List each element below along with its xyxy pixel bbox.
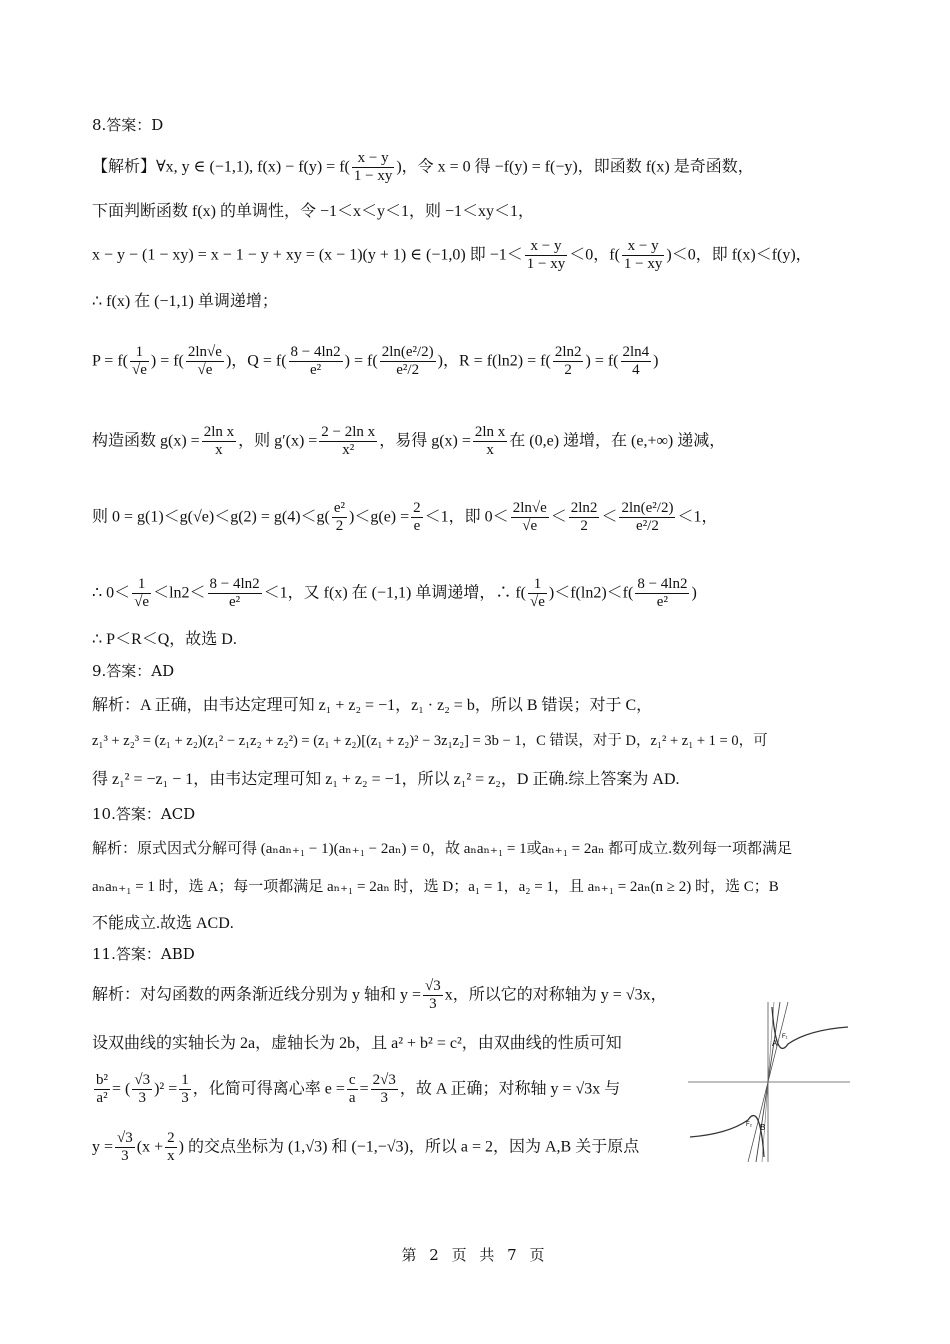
label-b: B [760,1123,766,1132]
q8-line-4: ∴ f(x) 在 (−1,1) 单调递增； [92,293,278,310]
q8-line-7: 则 0 = g(1)＜g(√e)＜g(2) = g(4)＜g( $\frac{\text{e²}}{2}$ )＜g(e) = $\frac{2}{e}$ ＜1，即 0＜ $\frac{2\ln√e}{√e}$ ＜ $\frac{2\ln 2}{2}$ ＜ $\frac{\text{2ln(e²/2)}}{\text{e²/2}}$ ＜1， [92,500,718,535]
q10-line-1: 解析：原式因式分解可得 (aₙaₙ₊₁ − 1)(aₙ₊₁ − 2aₙ) = 0，故 aₙaₙ₊₁ = 1或aₙ₊₁ = 2aₙ 都可成立.数列每一项都满足 [92,841,793,857]
label-f2: F₂ [746,1122,752,1128]
curve-lower [690,1116,764,1157]
q8-line-1: 【解析】∀x, y ∈ (−1,1), f(x) − f(y) = f( $\frac{x - y}{1 - xy}$ )，令 x = 0 得 −f(y) = f(−y)，即函数 f(x) 是奇函数， [92,150,754,185]
label-f1: F₁ [782,1034,788,1040]
hyperbola-figure [688,1002,850,1162]
q8-line-5: P = f( $\frac{1}{√e}$ ) = f( $\frac{2\ln√e}{√e}$ )，Q = f( $\frac{8 - 4\ln 2}{\text{e²}}$ ) = f( $\frac{\text{2ln(e²/2)}}{\text{e²/2}}$ )，R = f(ln2) = f( $\frac{2\ln 2}{2}$ ) = f( $\frac{2\ln 4}{4}$ ) [92,344,659,379]
answer-9: 9.答案：AD [92,662,175,680]
q11-line-2: 设双曲线的实轴长为 2a，虚轴长为 2b，且 a² + b² = c²，由双曲线的性质可知 [92,1035,622,1052]
answer-11: 11.答案：ABD [92,945,195,963]
q9-line-1: 解析：A 正确，由韦达定理可知 z₁ + z₂ = −1，z₁ · z₂ = b，所以 B 错误；对于 C， [92,697,653,714]
q8-line-2: 下面判断函数 f(x) 的单调性，令 −1＜x＜y＜1，则 −1＜xy＜1， [92,203,535,220]
answer-10: 10.答案：ACD [92,805,196,823]
curve-upper [772,1007,848,1048]
answer-8: 8.答案：D [92,116,164,134]
q8-line-3: x − y − (1 − xy) = x − 1 − y + xy = (x − 1)(y + 1) ∈ (−1,0) 即 −1＜ $\frac{x - y}{1 - xy}$ ＜0，f( $\frac{x - y}{1 - xy}$ )＜0，即 f(x)＜f(y)， [92,238,812,273]
q11-line-1: 解析：对勾函数的两条渐近线分别为 y 轴和 y = $\frac{√3}{3}$ x，所以它的对称轴为 y = √3x， [92,978,667,1013]
q11-line-4: y = $\frac{√3}{3}$ (x + $\frac{2}{x}$ ) 的交点坐标为 (1,√3) 和 (−1,−√3)，所以 a = 2，因为 A,B 关于原点 [92,1130,640,1165]
q8-line-8: ∴ 0＜ $\frac{1}{√e}$ ＜ln2＜ $\frac{8 - 4\ln 2}{\text{e²}}$ ＜1，又 f(x) 在 (−1,1) 单调递增，∴ f( $\frac{1}{√e}$ )＜f(ln2)＜f( $\frac{8 - 4\ln 2}{\text{e²}}$ ) [92,576,697,611]
q8-line-6: 构造函数 g(x) = $\frac{\text{2ln x}}{x}$ ，则 g′(x) = $\frac{\text{2 − 2ln x}}{\text{x²}}$ ，易得 g(x) = $\frac{\text{2ln x}}{x}$ 在 (0,e) 递增，在 (e,+∞) 递减， [92,424,726,459]
q10-line-2: aₙaₙ₊₁ = 1 时，选 A；每一项都满足 aₙ₊₁ = 2aₙ 时，选 D；a₁ = 1，a₂ = 1，且 aₙ₊₁ = 2aₙ(n ≥ 2) 时，选 C；B [92,879,779,895]
q8-line-9: ∴ P＜R＜Q，故选 D. [92,631,237,648]
q9-line-3: 得 z₁² = −z₁ − 1，由韦达定理可知 z₁ + z₂ = −1，所以 z₁² = z₂，D 正确.综上答案为 AD. [92,771,680,788]
q10-line-3: 不能成立.故选 ACD. [92,915,234,932]
page-number: 第 2 页 共 7 页 [401,1246,549,1264]
label-a: A [772,1039,778,1048]
q11-line-3: $\frac{\text{b²}}{\text{a²}}$ = ( $\frac{√3}{3}$ )² = $\frac{1}{3}$ ，化简可得离心率 e = $\frac{c}{a}$ = $\frac{2√3}{3}$ ，故 A 正确；对称轴 y = √3x 与 [96,1072,621,1107]
q9-line-2: z₁³ + z₂³ = (z₁ + z₂)(z₁² − z₁z₂ + z₂²) = (z₁ + z₂)[(z₁ + z₂)² − 3z₁z₂] = 3b − 1，C 错误，对于 D，z₁² + z₁ + 1 = 0，可 [92,733,768,749]
